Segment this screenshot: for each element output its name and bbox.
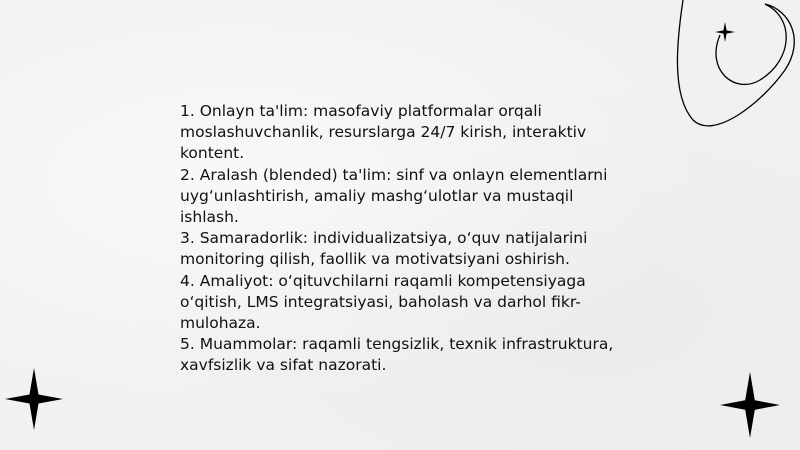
list-item: 5. Muammolar: raqamli tengsizlik, texnik infrastruktura, xavfsizlik va sifat nazorati. <box>180 335 614 375</box>
list-item: 4. Amaliyot: o‘qituvchilarni raqamli kompetensiyaga o‘qitish, LMS integratsiyasi, baholash va darhol fikr-mulohaza. <box>180 271 586 333</box>
list-item: 2. Aralash (blended) ta'lim: sinf va onlayn elementlarni uyg‘unlashtirish, amaliy mashg‘ulotlar va mustaqil ishlash. <box>180 165 608 227</box>
four-point-star-icon <box>5 368 63 430</box>
orbit-line-sparkle-icon <box>665 0 800 130</box>
slide-body-list <box>180 101 625 377</box>
list-item: 1. Onlayn ta'lim: masofaviy platformalar orqali moslashuvchanlik, resurslarga 24/7 kirish, interaktiv kontent. <box>180 102 587 163</box>
four-point-star-icon <box>720 372 780 438</box>
list-item: 3. Samaradorlik: individualizatsiya, o‘quv natijalarini monitoring qilish, faollik va motivatsiyani oshirish. <box>180 229 588 269</box>
